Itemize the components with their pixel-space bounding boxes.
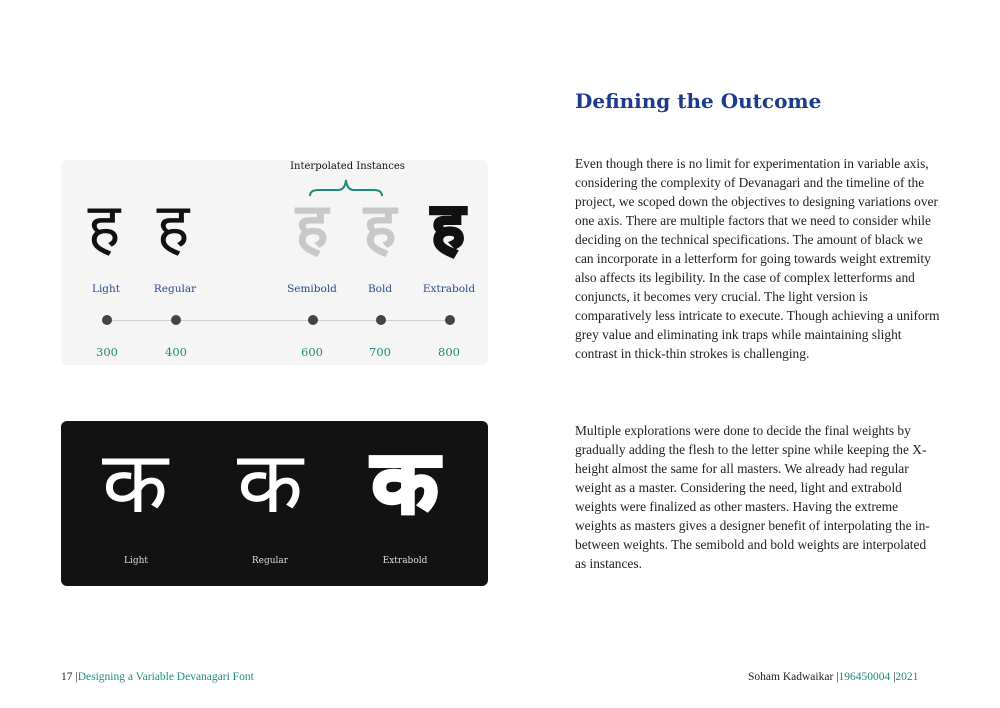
author-name: Soham Kadwaikar [748, 671, 834, 683]
weight-label-light: Light [91, 283, 121, 295]
glyph-extrabold: ह [431, 189, 465, 262]
master-label-regular: Regular [251, 556, 289, 566]
footer-left [61, 671, 254, 683]
body-paragraph-1: Even though there is no limit for experimentation in variable axis, considering the complexity of Devanagari and the timeline of the project, we scoped down the objectives to designing variations over one axis. There are multiple factors that we need to consider while deciding on the technical specifications. The amount of black we can incorporate in a letterform for going towards weight extremity also affects its legibility. In the case of complex letterforms and conjuncts, it becomes very crucial. The light version is comparatively less intricate to execute. Though achieving a uniform grey value and eliminating ink traps while maintaining slight contrast in thick-thin strokes is challenging. [575, 156, 940, 361]
footer-separator: | [893, 671, 896, 683]
axis-dot-600 [308, 315, 318, 325]
weight-value-300: 300 [96, 345, 118, 359]
master-label-extrabold: Extrabold [382, 556, 428, 566]
weight-label-semibold: Semibold [287, 283, 337, 295]
interpolated-instances-label: Interpolated Instances [290, 161, 405, 172]
weight-axis-figure [61, 160, 488, 365]
axis-dot-400 [171, 315, 181, 325]
axis-dot-700 [376, 315, 386, 325]
axis-dot-800 [445, 315, 455, 325]
document-title: Designing a Variable Devanagari Font [77, 671, 254, 683]
weight-value-400: 400 [165, 345, 187, 359]
weight-axis-line [106, 320, 450, 321]
glyph-regular: ह [156, 189, 190, 262]
weight-value-600: 600 [301, 345, 323, 359]
master-label-light: Light [123, 556, 149, 566]
weight-label-bold: Bold [367, 283, 393, 295]
glyph-semibold: ह [295, 189, 329, 262]
weight-value-800: 800 [438, 345, 460, 359]
master-glyph-extrabold: क [371, 433, 439, 533]
footer-right [748, 671, 918, 683]
weight-label-regular: Regular [153, 283, 197, 295]
footer-year: 2021 [895, 671, 919, 683]
glyph-bold: ह [363, 189, 397, 262]
student-id: 196450004 [838, 671, 891, 683]
master-glyph-regular: क [236, 433, 304, 533]
body-paragraph-2: Multiple explorations were done to decide the final weights by gradually adding the flesh to the letter spine while keeping the X-height almost the same for all masters. We already had regular weight as a master. Considering the need, light and extrabold weights were finalized as other masters. Having the extreme weights as masters gives a designer benefit of interpolating the in-between weights. The semibold and bold weights are interpolated as instances. [575, 423, 930, 571]
master-glyph-light: क [101, 433, 169, 533]
section-heading: Defining the Outcome [575, 89, 822, 113]
weight-label-extrabold: Extrabold [422, 283, 476, 295]
footer-separator: | [836, 671, 839, 683]
glyph-light: ह [87, 189, 121, 262]
footer-separator: | [75, 671, 78, 683]
weight-value-700: 700 [369, 345, 391, 359]
axis-dot-300 [102, 315, 112, 325]
page-number: 17 [61, 671, 73, 683]
